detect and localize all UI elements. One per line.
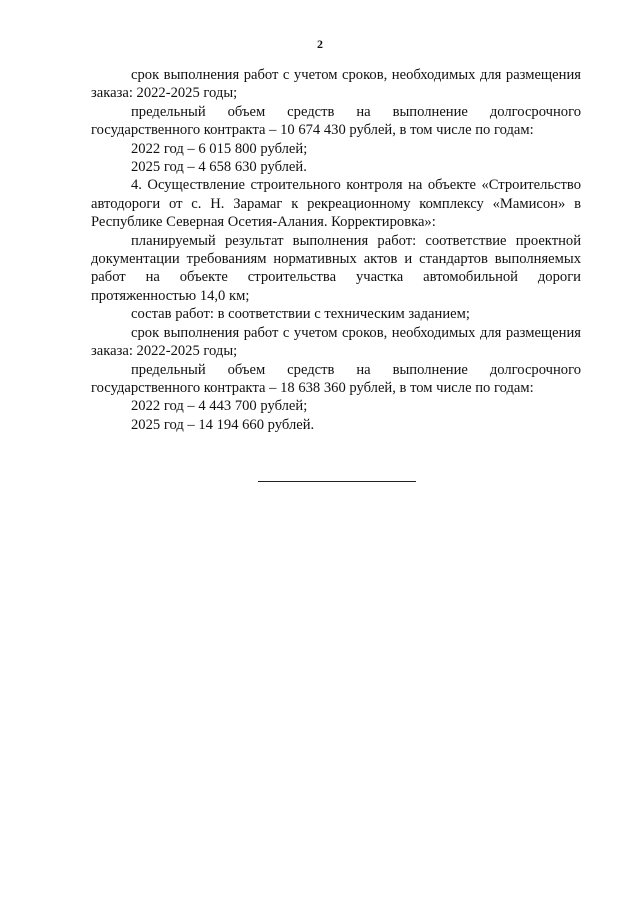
paragraph-funding-2: предельный объем средств на выполнение долгосрочного государственного контракта – 18 638 360 рублей, в том числе по годам: [91, 361, 581, 396]
page-number: 2 [317, 37, 323, 51]
paragraph-year-2025-2: 2025 год – 14 194 660 рублей. [131, 416, 315, 433]
paragraph-item-4-title: 4. Осуществление строительного контроля на объекте «Строительство автодороги от с. Н. Зарамаг к рекреационному комплексу «Мамисон» в Республике Северная Осетия-Алания. Корректировка»: [91, 177, 581, 231]
paragraph-year-2022-2: 2022 год – 4 443 700 рублей; [131, 398, 308, 415]
paragraph-planned-result: планируемый результат выполнения работ: соответствие проектной документации требованиям нормативных актов и стандартов выполняемых работ на объекте строительства участка автомобильной дороги протяженностью 14,0 км; [91, 232, 581, 304]
end-divider-line [258, 481, 416, 482]
paragraph-scope-of-work: состав работ: в соответствии с техническим заданием; [131, 306, 470, 323]
paragraph-deadline-2: срок выполнения работ с учетом сроков, необходимых для размещения заказа: 2022-2025 годы; [91, 324, 581, 360]
paragraph-deadline-1: срок выполнения работ с учетом сроков, необходимых для размещения заказа: 2022-2025 годы; [91, 67, 581, 102]
paragraph-funding-1: предельный объем средств на выполнение долгосрочного государственного контракта – 10 674 430 рублей, в том числе по годам: [91, 103, 581, 139]
document-body [91, 66, 581, 434]
paragraph-year-2025-1: 2025 год – 4 658 630 рублей. [131, 159, 307, 176]
paragraph-year-2022-1: 2022 год – 6 015 800 рублей; [131, 140, 308, 157]
